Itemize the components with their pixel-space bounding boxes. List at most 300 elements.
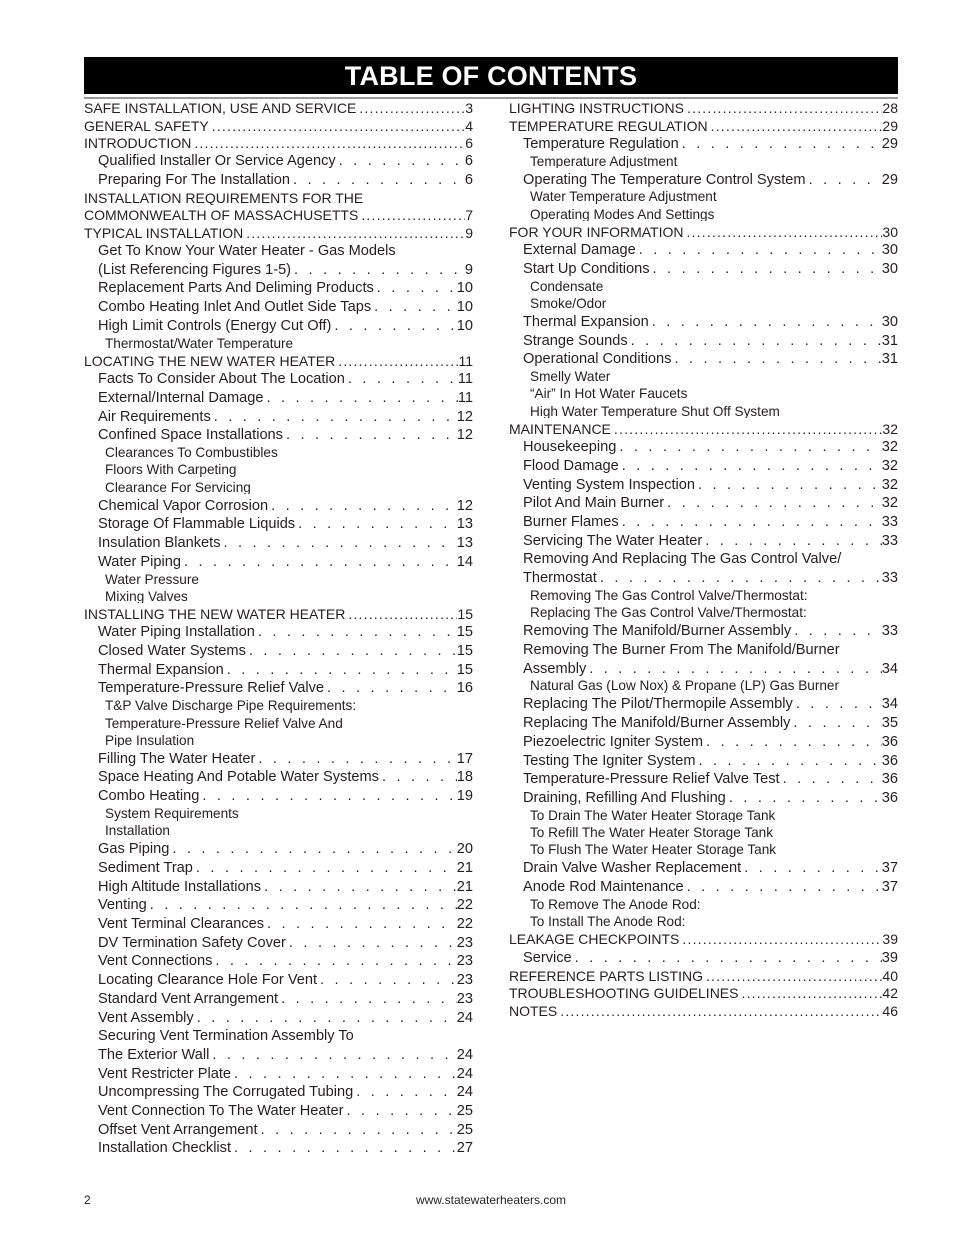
- toc-entry-title: LEAKAGE CHECKPOINTS: [509, 932, 680, 947]
- dot-leader: [374, 281, 457, 296]
- toc-entry-title: External/Internal Damage: [98, 390, 264, 406]
- toc-entry-page: 11: [457, 390, 473, 406]
- footer-page-number: 2: [84, 1193, 91, 1207]
- toc-entry: [523, 552, 898, 567]
- toc-subentry: [530, 898, 898, 912]
- toc-entry-page: 12: [456, 409, 473, 425]
- toc-entry-title: Operating The Temperature Control System: [523, 172, 806, 188]
- toc-entry-title: Vent Connection To The Water Heater: [98, 1104, 344, 1119]
- dot-leader: [696, 754, 882, 769]
- toc-subentry: [530, 297, 898, 311]
- dot-leader: [684, 880, 882, 895]
- toc-entry-title: Temperature-Pressure Relief Valve And: [105, 716, 343, 731]
- dot-leader: [791, 624, 882, 639]
- toc-entry-title: GENERAL SAFETY: [84, 118, 209, 133]
- toc-entry-title: Removing The Manifold/Burner Assembly: [523, 624, 792, 639]
- toc-subentry: [530, 679, 898, 693]
- toc-entry-title: Flood Damage: [523, 458, 619, 474]
- toc-entry-page: 36: [881, 734, 898, 750]
- dot-leader: [597, 571, 882, 586]
- toc-entry: [523, 643, 898, 658]
- toc-entry: [523, 243, 898, 258]
- dot-leader: [317, 973, 457, 988]
- toc-entry: [98, 663, 473, 678]
- toc-entry: [523, 315, 898, 330]
- dot-leader: [741, 861, 882, 876]
- toc-entry: [523, 791, 898, 806]
- dot-leader: [246, 644, 457, 659]
- toc-entry-page: 15: [456, 662, 473, 678]
- toc-entry-title: Water Pressure: [105, 572, 199, 587]
- toc-entry: [98, 644, 473, 659]
- toc-entry-page: 39: [882, 932, 898, 947]
- toc-entry-title: To Refill The Water Heater Storage Tank: [530, 826, 774, 840]
- toc-entry: [98, 1011, 473, 1026]
- dot-leader: [664, 496, 882, 511]
- toc-entry-page: 31: [881, 352, 898, 367]
- dot-leader: [572, 951, 882, 966]
- toc-entry-page: 24: [456, 1085, 473, 1100]
- toc-entry-page: 10: [456, 281, 473, 296]
- toc-section: [509, 1004, 898, 1018]
- toc-entry: [98, 1029, 473, 1044]
- toc-entry-page: 46: [882, 1003, 898, 1018]
- dot-leader: [379, 770, 457, 785]
- toc-entry-title: DV Termination Safety Cover: [98, 935, 286, 951]
- toc-entry: [523, 662, 898, 677]
- toc-entry: [98, 173, 473, 188]
- toc-entry-title: Clearances To Combustibles: [105, 446, 278, 460]
- toc-entry-title: Vent Terminal Clearances: [98, 917, 265, 932]
- toc-entry: [98, 625, 473, 640]
- toc-subentry: [530, 606, 898, 620]
- dot-leader: [194, 1011, 457, 1026]
- toc-entry: [98, 555, 473, 570]
- dot-leader: [209, 119, 465, 133]
- footer-website: www.statewaterheaters.com: [415, 1193, 567, 1207]
- toc-entry-page: 30: [881, 261, 898, 277]
- toc-entry-title: Combo Heating: [98, 789, 200, 804]
- dot-leader: [636, 243, 882, 258]
- title-underline: [84, 97, 898, 99]
- toc-entry-title: Vent Assembly: [98, 1010, 194, 1026]
- toc-subentry: [530, 208, 898, 222]
- toc-entry-page: 21: [456, 860, 473, 876]
- dot-leader: [290, 173, 465, 188]
- toc-entry-page: 11: [458, 354, 473, 369]
- toc-entry-title: To Install The Anode Rod:: [530, 915, 686, 929]
- toc-entry-title: Chemical Vapor Corrosion: [98, 498, 269, 514]
- dot-leader: [703, 735, 882, 750]
- toc-entry-title: TEMPERATURE REGULATION: [509, 118, 708, 133]
- dot-leader: [268, 499, 457, 514]
- dot-leader: [344, 1104, 457, 1119]
- dot-leader: [726, 791, 882, 806]
- toc-entry-page: 33: [881, 533, 898, 549]
- toc-entry-title: Closed Water Systems: [98, 644, 246, 659]
- toc-entry-page: 22: [456, 917, 473, 932]
- toc-entry-title: LIGHTING INSTRUCTIONS: [509, 101, 685, 115]
- toc-entry-page: 13: [456, 517, 473, 532]
- toc-entry: [98, 1123, 473, 1138]
- toc-entry-page: 9: [464, 262, 473, 278]
- toc-entry-page: 30: [882, 225, 898, 239]
- toc-section: [509, 932, 898, 946]
- toc-entry-title: Operating Modes And Settings: [530, 207, 715, 222]
- toc-entry-page: 23: [456, 954, 473, 969]
- dot-leader: [628, 334, 882, 349]
- toc-entry-page: 29: [881, 172, 898, 188]
- toc-entry: [523, 352, 898, 367]
- dot-leader: [231, 1141, 457, 1156]
- toc-subentry: [530, 826, 898, 840]
- toc-entry-title: Burner Flames: [523, 514, 619, 530]
- toc-entry-page: 13: [456, 536, 473, 551]
- toc-entry-page: 10: [456, 318, 473, 334]
- dot-leader: [790, 716, 881, 731]
- toc-entry-title: High Altitude Installations: [98, 879, 262, 895]
- toc-entry: [523, 735, 898, 750]
- toc-entry-page: 29: [881, 136, 898, 152]
- toc-entry: [98, 917, 473, 932]
- dot-leader: [147, 898, 457, 913]
- toc-section: [509, 969, 898, 983]
- dot-leader: [169, 842, 456, 857]
- toc-entry-title: T&P Valve Discharge Pipe Requirements:: [105, 699, 357, 713]
- toc-entry-title: Start Up Conditions: [523, 261, 650, 277]
- toc-entry-title: Temperature-Pressure Relief Valve: [98, 681, 325, 696]
- toc-subentry: [530, 405, 898, 419]
- dot-leader: [331, 319, 456, 334]
- toc-entry-title: Confined Space Installations: [98, 428, 283, 443]
- dot-leader: [780, 772, 882, 787]
- toc-subentry: [105, 717, 473, 731]
- toc-entry: [98, 300, 473, 315]
- toc-entry-title: High Limit Controls (Energy Cut Off): [98, 318, 332, 334]
- toc-entry: [523, 496, 898, 511]
- dot-leader: [353, 1085, 457, 1100]
- toc-entry-title: Testing The Igniter System: [523, 753, 696, 769]
- toc-entry-title: Smelly Water: [530, 370, 611, 384]
- toc-entry: [98, 372, 473, 387]
- toc-entry-page: 30: [881, 243, 898, 258]
- toc-entry-title: Vent Restricter Plate: [98, 1066, 232, 1082]
- toc-entry-title: Combo Heating Inlet And Outlet Side Taps: [98, 300, 372, 315]
- toc-entry-title: Replacement Parts And Deliming Products: [98, 281, 374, 296]
- toc-entry: [98, 954, 473, 969]
- toc-entry-page: 4: [465, 118, 473, 133]
- toc-entry-title: Securing Vent Termination Assembly To: [98, 1029, 354, 1044]
- toc-entry-title: Mixing Valves: [105, 589, 188, 604]
- toc-entry: [523, 515, 898, 530]
- toc-subentry: [530, 589, 898, 603]
- toc-entry-title: Space Heating And Potable Water Systems: [98, 770, 379, 785]
- dot-leader: [191, 136, 465, 150]
- toc-subentry: [105, 590, 473, 604]
- toc-subentry: [105, 463, 473, 477]
- toc-entry-title: Thermostat: [523, 571, 597, 586]
- dot-leader: [679, 932, 882, 946]
- toc-entry: [98, 789, 473, 804]
- toc-entry-title: Thermal Expansion: [98, 662, 224, 678]
- toc-subentry: [530, 280, 898, 294]
- toc-entry-title: NOTES: [509, 1003, 558, 1018]
- toc-entry: [523, 534, 898, 549]
- toc-entry: [98, 499, 473, 514]
- toc-entry-page: 25: [456, 1122, 473, 1138]
- toc-entry-page: 42: [882, 986, 898, 1001]
- toc-entry: [523, 697, 898, 712]
- toc-entry-title: To Flush The Water Heater Storage Tank: [530, 843, 777, 857]
- toc-entry-page: 27: [456, 1141, 473, 1156]
- toc-entry-page: 6: [464, 172, 473, 188]
- toc-entry-page: 33: [881, 571, 898, 586]
- toc-entry-page: 15: [457, 607, 473, 622]
- toc-entry-title: Temperature Regulation: [523, 136, 679, 152]
- toc-entry-title: TYPICAL INSTALLATION: [84, 225, 244, 240]
- toc-subentry: [105, 481, 473, 495]
- toc-entry-title: Operational Conditions: [523, 352, 672, 367]
- dot-leader: [261, 880, 457, 895]
- toc-section: [509, 101, 898, 115]
- dot-leader: [264, 917, 457, 932]
- toc-entry-page: 23: [456, 991, 473, 1007]
- toc-entry-title: Removing The Burner From The Manifold/Burner: [523, 642, 840, 658]
- toc-entry-title: External Damage: [523, 243, 636, 258]
- dot-leader: [611, 422, 883, 436]
- toc-entry: [98, 770, 473, 785]
- dot-leader: [345, 607, 457, 621]
- toc-entry-title: Pipe Insulation: [105, 733, 195, 748]
- dot-leader: [738, 986, 882, 1000]
- toc-entry-title: SAFE INSTALLATION, USE AND SERVICE: [84, 101, 357, 115]
- toc-entry-page: 32: [881, 496, 898, 511]
- toc-entry-page: 18: [456, 770, 473, 785]
- toc-section: [84, 208, 473, 222]
- toc-entry: [98, 263, 473, 278]
- toc-subentry: [105, 824, 473, 838]
- toc-entry-title: Qualified Installer Or Service Agency: [98, 154, 336, 169]
- toc-entry-title: Housekeeping: [523, 440, 617, 455]
- toc-entry: [98, 1104, 473, 1119]
- toc-entry-title: Smoke/Odor: [530, 296, 607, 311]
- toc-entry: [98, 1141, 473, 1156]
- dot-leader: [679, 137, 882, 152]
- dot-leader: [212, 954, 456, 969]
- toc-subentry: [105, 337, 473, 351]
- toc-entry-title: System Requirements: [105, 807, 239, 821]
- dot-leader: [258, 1123, 457, 1138]
- toc-entry-page: 9: [465, 225, 473, 240]
- toc-entry: [523, 861, 898, 876]
- toc-entry-title: To Remove The Anode Rod:: [530, 897, 701, 912]
- toc-entry-page: 36: [881, 772, 898, 787]
- toc-entry-page: 17: [456, 751, 473, 767]
- toc-entry-title: The Exterior Wall: [98, 1047, 210, 1063]
- toc-section: [84, 226, 473, 240]
- toc-entry: [98, 1048, 473, 1063]
- toc-entry-page: 6: [464, 154, 473, 169]
- dot-leader: [291, 263, 465, 278]
- dot-leader: [703, 969, 882, 983]
- toc-entry: [98, 517, 473, 532]
- toc-section: [509, 225, 898, 239]
- toc-subentry: [105, 573, 473, 587]
- toc-entry-title: Replacing The Gas Control Valve/Thermostat:: [530, 606, 807, 620]
- toc-entry: [98, 1085, 473, 1100]
- toc-subentry: [105, 446, 473, 460]
- toc-entry-page: 30: [881, 314, 898, 330]
- toc-entry-page: 29: [882, 118, 898, 133]
- dot-leader: [324, 681, 457, 696]
- toc-entry-page: 23: [456, 935, 473, 951]
- toc-subentry: [530, 155, 898, 169]
- toc-entry-title: Air Requirements: [98, 409, 211, 425]
- toc-subentry: [105, 807, 473, 821]
- toc-entry-page: 12: [456, 498, 473, 514]
- toc-entry: [523, 951, 898, 966]
- toc-subentry: [530, 915, 898, 929]
- toc-entry-title: Uncompressing The Corrugated Tubing: [98, 1085, 354, 1100]
- toc-entry-title: Strange Sounds: [523, 333, 628, 349]
- toc-entry-page: 33: [881, 514, 898, 530]
- toc-entry: [98, 842, 473, 857]
- toc-entry: [98, 752, 473, 767]
- toc-subentry: [105, 734, 473, 748]
- toc-entry-title: LOCATING THE NEW WATER HEATER: [84, 354, 336, 369]
- toc-entry-title: Replacing The Manifold/Burner Assembly: [523, 716, 791, 731]
- toc-entry-title: Service: [523, 950, 572, 966]
- toc-entry-page: 34: [881, 661, 898, 677]
- toc-entry: [523, 624, 898, 639]
- toc-entry: [98, 1067, 473, 1082]
- toc-entry-page: 12: [456, 428, 473, 443]
- toc-entry-page: 34: [881, 697, 898, 712]
- toc-entry: [523, 880, 898, 895]
- dot-leader: [231, 1067, 457, 1082]
- dot-leader: [358, 208, 465, 222]
- toc-section: [509, 422, 898, 436]
- toc-entry: [98, 861, 473, 876]
- dot-leader: [619, 459, 882, 474]
- toc-entry-page: 3: [465, 101, 473, 115]
- toc-entry-page: 28: [882, 101, 898, 115]
- toc-entry-title: Water Temperature Adjustment: [530, 190, 717, 205]
- toc-entry-page: 6: [465, 136, 473, 150]
- toc-entry-title: Anode Rod Maintenance: [523, 879, 684, 895]
- toc-entry-title: Draining, Refilling And Flushing: [523, 790, 726, 806]
- dot-leader: [255, 625, 457, 640]
- dot-leader: [356, 101, 465, 115]
- toc-section: [84, 354, 473, 368]
- toc-entry-title: Assembly: [523, 661, 587, 677]
- toc-entry: [98, 992, 473, 1007]
- toc-entry-title: INSTALLATION REQUIREMENTS FOR THE: [84, 190, 364, 205]
- toc-entry-title: (List Referencing Figures 1-5): [98, 262, 292, 278]
- dot-leader: [263, 391, 457, 406]
- toc-subentry: [530, 370, 898, 384]
- dot-leader: [224, 663, 457, 678]
- dot-leader: [345, 372, 458, 387]
- toc-entry-page: 24: [456, 1047, 473, 1063]
- dot-leader: [650, 262, 882, 277]
- dot-leader: [295, 517, 457, 532]
- toc-entry-title: Standard Vent Arrangement: [98, 991, 279, 1007]
- dot-leader: [586, 662, 882, 677]
- toc-entry-title: Locating Clearance Hole For Vent: [98, 973, 318, 988]
- toc-entry: [523, 137, 898, 152]
- dot-leader: [211, 410, 457, 425]
- toc-entry-title: Get To Know Your Water Heater - Gas Models: [98, 244, 396, 259]
- toc-entry: [98, 281, 473, 296]
- toc-entry-page: 11: [457, 372, 473, 387]
- dot-leader: [221, 536, 457, 551]
- toc-entry-title: Water Piping: [98, 554, 182, 570]
- dot-leader: [684, 101, 882, 115]
- page-title: TABLE OF CONTENTS: [84, 57, 898, 94]
- dot-leader: [243, 226, 465, 240]
- toc-entry-title: Offset Vent Arrangement: [98, 1122, 258, 1138]
- toc-section: [84, 101, 473, 115]
- toc-entry: [98, 936, 473, 951]
- toc-entry-title: Vent Connections: [98, 954, 213, 969]
- toc-section: [84, 191, 473, 205]
- toc-entry-page: 25: [456, 1104, 473, 1119]
- dot-leader: [683, 225, 882, 239]
- toc-entry-title: TROUBLESHOOTING GUIDELINES: [509, 986, 739, 1001]
- toc-entry: [98, 898, 473, 913]
- toc-entry-page: 32: [881, 458, 898, 474]
- dot-leader: [695, 478, 882, 493]
- toc-entry-title: Facts To Consider About The Location: [98, 372, 345, 387]
- toc-section: [509, 119, 898, 133]
- toc-entry: [98, 973, 473, 988]
- toc-entry-title: Temperature-Pressure Relief Valve Test: [523, 772, 780, 787]
- toc-entry-title: Installation: [105, 824, 170, 838]
- toc-entry-title: Condensate: [530, 279, 604, 294]
- toc-entry-title: Piezoelectric Igniter System: [523, 734, 704, 750]
- toc-entry-title: Storage Of Flammable Liquids: [98, 517, 296, 532]
- toc-entry-page: 20: [456, 842, 473, 857]
- toc-entry-page: 24: [456, 1066, 473, 1082]
- toc-entry-title: Floors With Carpeting: [105, 463, 237, 478]
- dot-leader: [671, 352, 881, 367]
- toc-entry: [523, 571, 898, 586]
- dot-leader: [209, 1048, 456, 1063]
- toc-entry-page: 32: [881, 440, 898, 455]
- toc-entry: [523, 334, 898, 349]
- toc-entry-title: “Air” In Hot Water Faucets: [530, 387, 688, 402]
- dot-leader: [793, 697, 882, 712]
- toc-entry-title: High Water Temperature Shut Off System: [530, 404, 780, 419]
- toc-entry: [98, 319, 473, 334]
- dot-leader: [616, 440, 881, 455]
- toc-entry-title: Replacing The Pilot/Thermopile Assembly: [523, 697, 793, 712]
- toc-entry: [98, 681, 473, 696]
- toc-entry-page: 10: [456, 300, 473, 315]
- toc-entry: [98, 154, 473, 169]
- toc-entry-title: Venting System Inspection: [523, 477, 695, 493]
- toc-entry-page: 32: [881, 477, 898, 493]
- toc-entry-title: Sediment Trap: [98, 860, 193, 876]
- toc-entry-page: 21: [456, 879, 473, 895]
- dot-leader: [806, 173, 882, 188]
- toc-section: [84, 607, 473, 621]
- dot-leader: [336, 154, 465, 169]
- toc-entry: [98, 428, 473, 443]
- toc-entry-page: 24: [456, 1010, 473, 1026]
- toc-entry-page: 32: [882, 422, 898, 436]
